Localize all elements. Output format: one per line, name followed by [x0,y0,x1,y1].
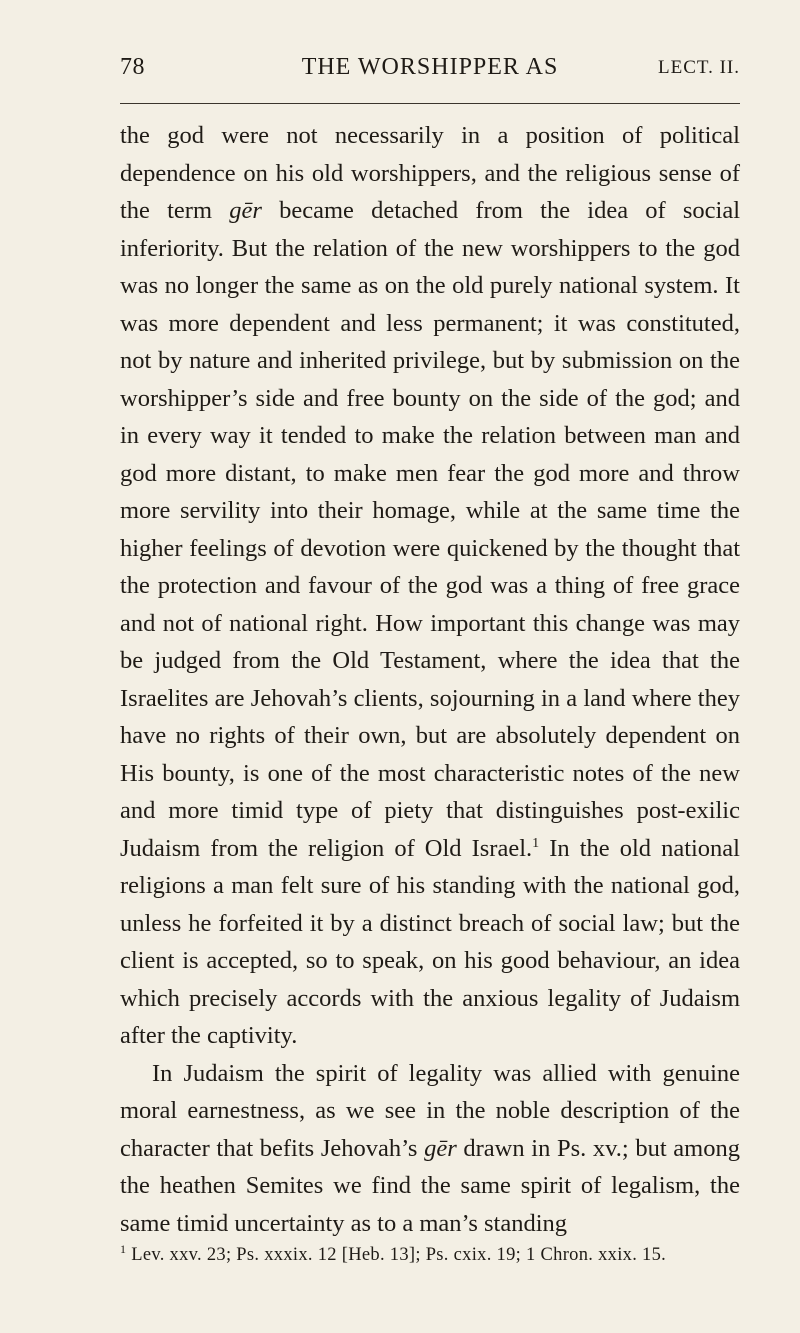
footnote-reference: 1 [532,835,540,851]
paragraph-1-text-a: the god were not necessarily in a position of political dependence on his old worshippers, and the religious sense of the term [120,122,740,224]
main-text [120,117,740,1242]
paragraph-2-text-b: drawn in Ps. xv.; but among the heathen Semites we find the same spirit of legalism, the same timid uncertainty as to a man’s standing [120,1134,740,1237]
page-number: 78 [120,54,145,80]
paragraph-2-text-a: In Judaism the spirit of legality was allied with genuine moral earnestness, as we see in the noble description of the character that befits Jehovah’s [120,1059,740,1162]
footnote-text: Lev. xxv. 23; Ps. xxxix. 12 [Heb. 13]; Ps. cxix. 19; 1 Chron. xxix. 15. [126,1245,667,1265]
footnote-marker: 1 [120,1241,127,1256]
ger-term: gēr [229,197,262,224]
paragraph-1-text-c: In the old national religions a man felt sure of his standing with the national god, unless he forfeited it by a distinct breach of social law; but the client is accepted, so to speak, on his good behaviour, an idea which precisely accords with the anxious legality of Judaism after the captivity. [120,834,740,1049]
header-rule [120,103,740,104]
footnote [120,1242,740,1269]
paragraph-1 [120,117,740,1055]
paragraph-1-text-b: became detached from the idea of social inferiority. But the relation of the new worshippers to the god was no longer the same as on the old purely national system. It was more dependent and less permanent; it was constituted, not by nature and inherited privilege, but by submission on the worshipper’s side and free bounty on the side of the god; and in every way it tended to make the relation between man and god more distant, to make men fear the god more and throw more servility into their homage, while at the same time the higher feelings of devotion were quickened by the thought that the protection and favour of the god was a thing of free grace and not of national right. How important this change was may be judged from the Old Testament, where the idea that the Israelites are Jehovah’s clients, sojourning in a land where they have no rights of their own, but are absolutely dependent on His bounty, is one of the most characteristic notes of the new and more timid type of piety that distinguishes post-exilic Judaism from the religion of Old Israel. [120,197,741,862]
lecture-label: LECT. II. [658,57,740,78]
running-header [120,54,740,86]
ger-term: gēr [424,1134,457,1162]
paragraph-2 [120,1055,740,1243]
running-title: THE WORSHIPPER AS [301,54,559,80]
